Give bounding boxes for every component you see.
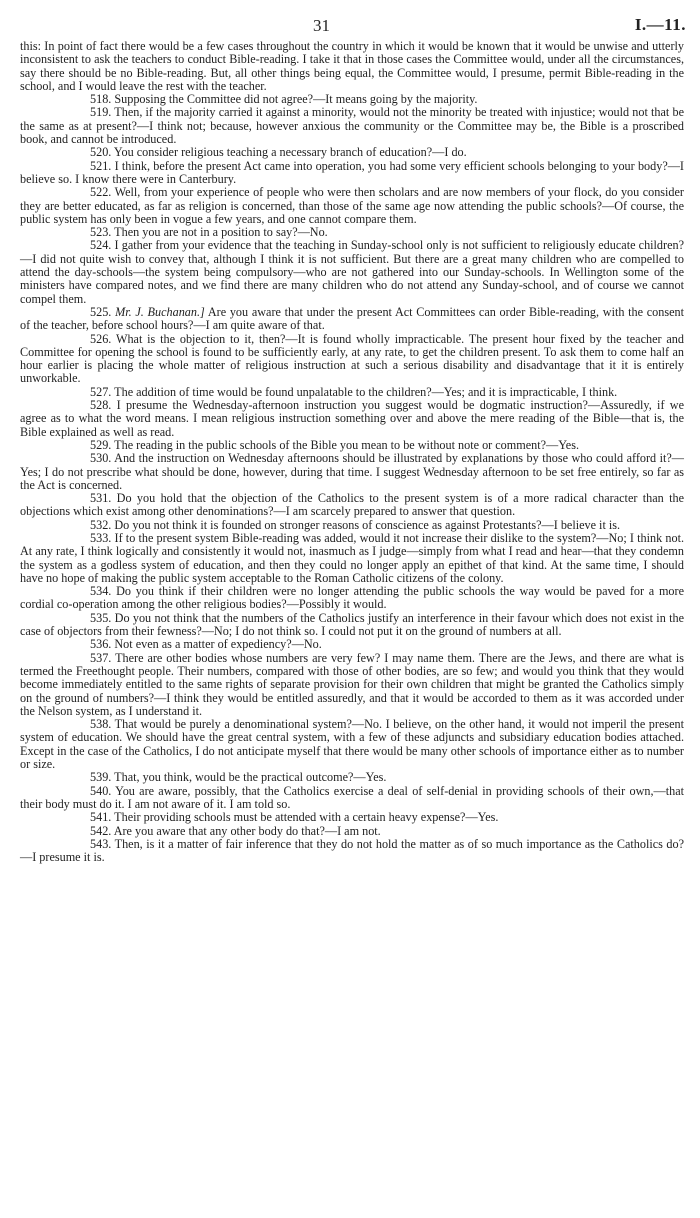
question-539: 539. That, you think, would be the practical outcome?—Yes. <box>90 770 387 785</box>
question-519: 519. Then, if the majority carried it against a minority, would not the minority be treated with injustice; would not that be the same as at present?—I think not; because, however anxious the community or the Committee may be, the Bible is a proscribed book, and cannot be introduced. <box>20 105 684 147</box>
page-number: 31 <box>313 16 330 35</box>
question-525 <box>20 306 684 333</box>
question-531: 531. Do you hold that the objection of the Catholics to the present system is of a more radical character than the objections which exist among other denominations?—I am scarcely prepared to answer that question. <box>20 491 684 519</box>
question-520: 520. You consider religious teaching a necessary branch of education?—I do. <box>90 145 467 160</box>
question-543: 543. Then, is it a matter of fair inference that they do not hold the matter as of so much importance as the Catholics do?—I presume it is. <box>20 836 684 865</box>
question-541: 541. Their providing schools must be attended with a certain heavy expense?—Yes. <box>90 810 499 825</box>
document-reference: I.—11. <box>634 15 686 34</box>
question-524: 524. I gather from your evidence that the teaching in Sunday-school only is not sufficient to religiously educate children?—I did not quite wish to convey that, although I think it is not sufficient. But there are a great many children who are compelled to attend the day-schools—the system being compulsory—who are not gathered into our Sunday-schools. In Wellington some of the ministers have compared notes, and we find there are many children who do not attend any Sunday-school, and of course we cannot compel them. <box>20 238 684 306</box>
question-527: 527. The addition of time would be found unpalatable to the children?—Yes; and it is impracticable, I think. <box>90 384 618 399</box>
question-521: 521. I think, before the present Act came into operation, you had some very efficient schools belonging to your body?—I believe so. I know there were in Canterbury. <box>20 158 684 186</box>
page-header <box>0 12 700 40</box>
speaker-name: Mr. J. Buchanan.] <box>115 304 205 319</box>
question-522: 522. Well, from your experience of people who were then scholars and are now members of your flock, do you consider they are better educated, as far as religion is concerned, than those of the same age now attending the public schools?—Of course, the public system has only been in vogue a few years, and one cannot compare them. <box>20 185 684 226</box>
question-523: 523. Then you are not in a position to say?—No. <box>90 225 328 240</box>
question-528: 528. I presume the Wednesday-afternoon instruction you suggest would be dogmatic instruction?—Assuredly, if we agree as to what the word means. I mean religious instruction something over and above the mere reading of the Bible—that is, the Bible explained as well as read. <box>20 398 684 439</box>
question-518: 518. Supposing the Committee did not agree?—It means going by the majority. <box>90 92 478 107</box>
question-536: 536. Not even as a matter of expediency?—No. <box>90 637 322 652</box>
question-535: 535. Do you not think that the numbers of the Catholics justify an interference in their favour which does not exist in the case of objectors from their fewness?—No; I do not think so. I could not put it on the ground of numbers at all. <box>20 610 684 639</box>
question-533: 533. If to the present system Bible-reading was added, would it not increase their dislike to the system?—No; I think not. At any rate, I think logically and consistently it would not, inasmuch as I judge—simply from what I read and hear—that they condemn the system as a godless system of education, and then they could no longer apply an epithet of that kind. At the same time, I should have no hope of making the public system acceptable to the Roman Catholic citizens of the colony. <box>20 530 684 585</box>
question-537: 537. There are other bodies whose numbers are very few? I may name them. There are the Jews, and there are what is termed the Freethought people. Their numbers, compared with those of other bodies, are so few; and would you think that they would become immediately entitled to the same rights of separate provision for their own children that might be granted the Catholics simply on the ground of numbers?—I think they would be entitled assuredly, and that it would be accorded to them as it was accorded under the Nelson system, as I understand it. <box>20 650 684 718</box>
question-540: 540. You are aware, possibly, that the Catholics exercise a deal of self-denial in providing schools of their own,—that their body must do it. I am not aware of it. I am told so. <box>20 783 684 811</box>
question-538: 538. That would be purely a denominational system?—No. I believe, on the other hand, it would not imperil the present system of education. We should have the great central system, with a few of these adjuncts and subsidiary education bodies attached. Except in the case of the Catholics, I do not anticipate myself that there would be many other schools of importance either as to number or size. <box>20 717 684 772</box>
question-530: 530. And the instruction on Wednesday afternoons should be illustrated by explanations by those who could afford it?—Yes; I do not prescribe what should be done, however, during that time. I suggest Wednesday afternoon to be set free entirely, so far as the Act is concerned. <box>20 451 684 492</box>
paragraph: this: In point of fact there would be a few cases throughout the country in which it would be known that it would be unwise and utterly inconsistent to ask the teachers to conduct Bible-reading. I take it that in those cases the Committee would, under all the circumstances, say there should be no Bible-reading. But, all other things being equal, the Committee would, I presume, permit Bible-reading in the school, and I would leave the rest with the teacher. <box>20 39 684 93</box>
question-526: 526. What is the objection to it, then?—It is found wholly impracticable. The present hour fixed by the teacher and Committee for opening the school is found to be sufficiently early, at any rate, to get the children present. To ask them to come half an hour earlier is placing the whole matter of religious instruction at such a serious disability and disadvantage that it it is entirely unworkable. <box>20 331 684 386</box>
question-532: 532. Do you not think it is founded on stronger reasons of conscience as against Protestants?—I believe it is. <box>90 517 621 532</box>
question-534: 534. Do you think if their children were no longer attending the public schools the way would be paved for a more cordial co-operation among the other religious bodies?—Possibly it would. <box>20 584 684 612</box>
question-529: 529. The reading in the public schools of the Bible you mean to be without note or comment?—Yes. <box>90 437 579 452</box>
question-number: 525. <box>90 304 112 319</box>
evidence-text <box>20 40 684 864</box>
question-text: Are you aware that under the present Act Committees can order Bible-reading, with the consent of the teacher, before school hours?—I am quite aware of that. <box>20 304 685 333</box>
question-542: 542. Are you aware that any other body do that?—I am not. <box>90 823 381 838</box>
